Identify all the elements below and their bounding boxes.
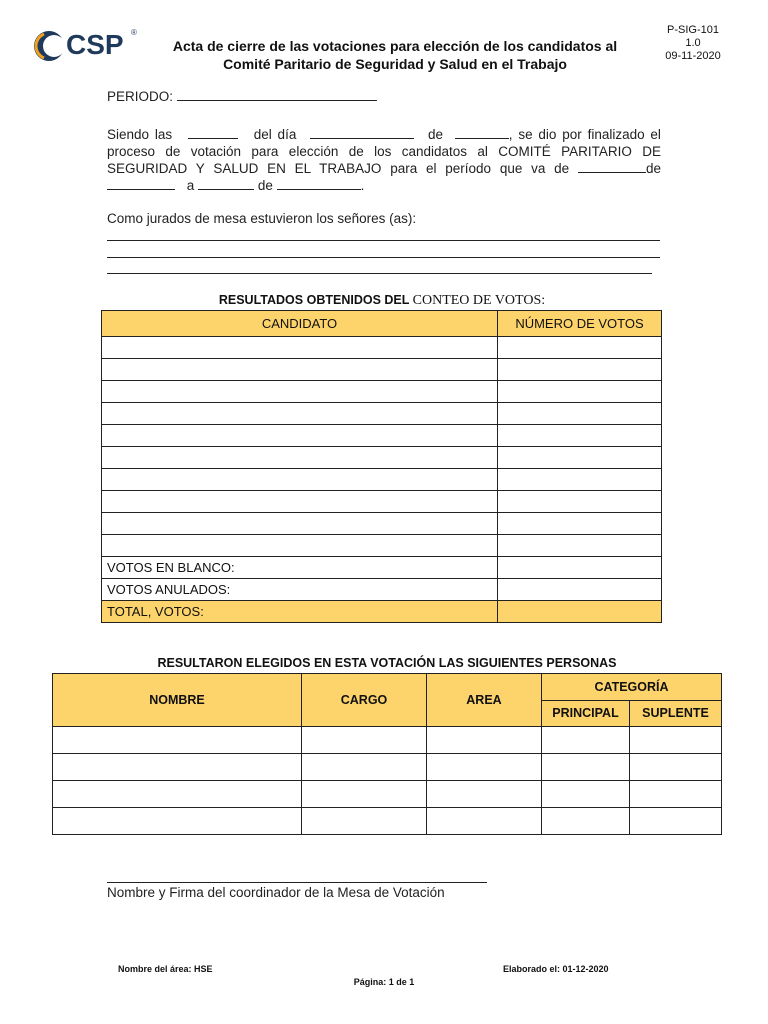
month-blank[interactable] — [455, 126, 509, 139]
candidate-cell[interactable] — [102, 535, 498, 557]
name-cell[interactable] — [53, 727, 302, 754]
results-title-serif: CONTEO DE VOTOS: — [412, 293, 546, 308]
csp-logo-icon — [32, 28, 66, 64]
role-cell[interactable] — [302, 808, 427, 835]
elected-title: RESULTARON ELEGIDOS EN ESTA VOTACIÓN LAS SIGUIENTES PERSONAS — [157, 656, 617, 670]
document-code: P-SIG-101 — [667, 24, 719, 36]
name-header: NOMBRE — [53, 674, 302, 727]
candidate-cell[interactable] — [102, 491, 498, 513]
table-row[interactable] — [53, 727, 722, 754]
substitute-cell[interactable] — [630, 727, 722, 754]
table-row[interactable] — [102, 359, 662, 381]
table-row[interactable] — [102, 381, 662, 403]
table-row[interactable] — [102, 403, 662, 425]
principal-cell[interactable] — [542, 808, 630, 835]
name-cell[interactable] — [53, 808, 302, 835]
null-votes-cell[interactable] — [498, 579, 662, 601]
area-cell[interactable] — [427, 727, 542, 754]
total-votes-row — [102, 601, 662, 623]
candidate-header: CANDIDATO — [102, 311, 498, 337]
results-title — [102, 293, 662, 309]
signature-label: Nombre y Firma del coordinador de la Mesa de Votación — [107, 885, 445, 900]
votes-cell[interactable] — [498, 359, 662, 381]
results-header-row — [102, 311, 662, 337]
elected-header-row-1 — [53, 674, 722, 701]
para-text-1: Siendo las — [107, 127, 173, 142]
name-cell[interactable] — [53, 754, 302, 781]
period-end-month-blank[interactable] — [277, 177, 361, 190]
signature-line[interactable] — [107, 882, 487, 883]
para-text-3: de — [427, 127, 443, 142]
blank-votes-cell[interactable] — [498, 557, 662, 579]
category-header: CATEGORÍA — [542, 674, 722, 701]
null-votes-label: VOTOS ANULADOS: — [102, 579, 498, 601]
document-title — [140, 37, 650, 73]
table-row[interactable] — [102, 447, 662, 469]
day-blank[interactable] — [310, 126, 414, 139]
document-code-block — [650, 24, 736, 63]
jurados-line-2[interactable] — [107, 257, 660, 258]
principal-header: PRINCIPAL — [542, 700, 630, 727]
principal-cell[interactable] — [542, 781, 630, 808]
votes-cell[interactable] — [498, 447, 662, 469]
area-header: AREA — [427, 674, 542, 727]
jurados-line-3[interactable] — [107, 273, 652, 274]
period-start-month-blank[interactable] — [107, 177, 175, 190]
table-row[interactable] — [53, 781, 722, 808]
votes-cell[interactable] — [498, 513, 662, 535]
results-title-bold: RESULTADOS OBTENIDOS DEL — [218, 293, 410, 307]
candidate-cell[interactable] — [102, 381, 498, 403]
jurados-label: Como jurados de mesa estuvieron los señores (as): — [107, 211, 417, 226]
results-table — [101, 310, 662, 623]
votes-cell[interactable] — [498, 337, 662, 359]
elected-table — [52, 673, 722, 835]
substitute-header: SUPLENTE — [630, 700, 722, 727]
name-cell[interactable] — [53, 781, 302, 808]
table-row[interactable] — [102, 337, 662, 359]
document-date: 09-11-2020 — [665, 50, 721, 62]
votes-cell[interactable] — [498, 491, 662, 513]
para-text-2: del día — [253, 127, 297, 142]
area-cell[interactable] — [427, 808, 542, 835]
area-cell[interactable] — [427, 754, 542, 781]
table-row[interactable] — [102, 535, 662, 557]
null-votes-row — [102, 579, 662, 601]
votes-cell[interactable] — [498, 381, 662, 403]
logo-registered-mark: ® — [131, 28, 137, 37]
table-row[interactable] — [102, 491, 662, 513]
csp-logo — [32, 28, 142, 64]
principal-cell[interactable] — [542, 754, 630, 781]
substitute-cell[interactable] — [630, 808, 722, 835]
period-end-day-blank[interactable] — [198, 177, 254, 190]
para-text-6: a — [186, 178, 195, 193]
logo-text: CSP — [66, 29, 124, 60]
footer-page: Página: 1 de 1 — [353, 977, 415, 987]
votes-cell[interactable] — [498, 403, 662, 425]
candidate-cell[interactable] — [102, 337, 498, 359]
table-row[interactable] — [102, 469, 662, 491]
document-version: 1.0 — [685, 37, 701, 49]
closing-paragraph — [107, 126, 661, 194]
total-votes-cell[interactable] — [498, 601, 662, 623]
periodo-label: PERIODO: — [107, 89, 174, 104]
role-header: CARGO — [302, 674, 427, 727]
periodo-field — [107, 88, 377, 104]
substitute-cell[interactable] — [630, 754, 722, 781]
blank-votes-label: VOTOS EN BLANCO: — [102, 557, 498, 579]
footer-elaborated: Elaborado el: 01-12-2020 — [503, 964, 609, 974]
period-start-day-blank[interactable] — [578, 160, 646, 173]
votes-cell[interactable] — [498, 469, 662, 491]
votes-header: NÚMERO DE VOTOS — [498, 311, 662, 337]
hour-blank[interactable] — [188, 126, 238, 139]
substitute-cell[interactable] — [630, 781, 722, 808]
table-row[interactable] — [53, 808, 722, 835]
votes-cell[interactable] — [498, 425, 662, 447]
table-row[interactable] — [102, 425, 662, 447]
area-cell[interactable] — [427, 781, 542, 808]
total-votes-label: TOTAL, VOTOS: — [102, 601, 498, 623]
periodo-blank[interactable] — [177, 88, 377, 101]
candidate-cell[interactable] — [102, 359, 498, 381]
role-cell[interactable] — [302, 781, 427, 808]
title-line-1: Acta de cierre de las votaciones para elección de los candidatos al — [172, 38, 618, 54]
role-cell[interactable] — [302, 754, 427, 781]
table-row[interactable] — [53, 754, 722, 781]
para-text-4: , se dio por finalizado el proceso de votación para elección de los candidatos al COMITÉ PARITARIO DE SEGURIDAD Y SALUD EN EL TRABAJO para el período que va de — [107, 127, 661, 176]
blank-votes-row — [102, 557, 662, 579]
candidate-cell[interactable] — [102, 447, 498, 469]
role-cell[interactable] — [302, 727, 427, 754]
candidate-cell[interactable] — [102, 469, 498, 491]
votes-cell[interactable] — [498, 535, 662, 557]
principal-cell[interactable] — [542, 727, 630, 754]
candidate-cell[interactable] — [102, 403, 498, 425]
jurados-line-1[interactable] — [107, 240, 660, 241]
table-row[interactable] — [102, 513, 662, 535]
candidate-cell[interactable] — [102, 425, 498, 447]
title-line-2: Comité Paritario de Seguridad y Salud en el Trabajo — [223, 56, 567, 72]
para-text-7: de — [257, 178, 273, 193]
footer-area: Nombre del área: HSE — [118, 964, 213, 974]
para-text-8: . — [360, 178, 365, 193]
para-text-5: de — [645, 161, 661, 176]
candidate-cell[interactable] — [102, 513, 498, 535]
